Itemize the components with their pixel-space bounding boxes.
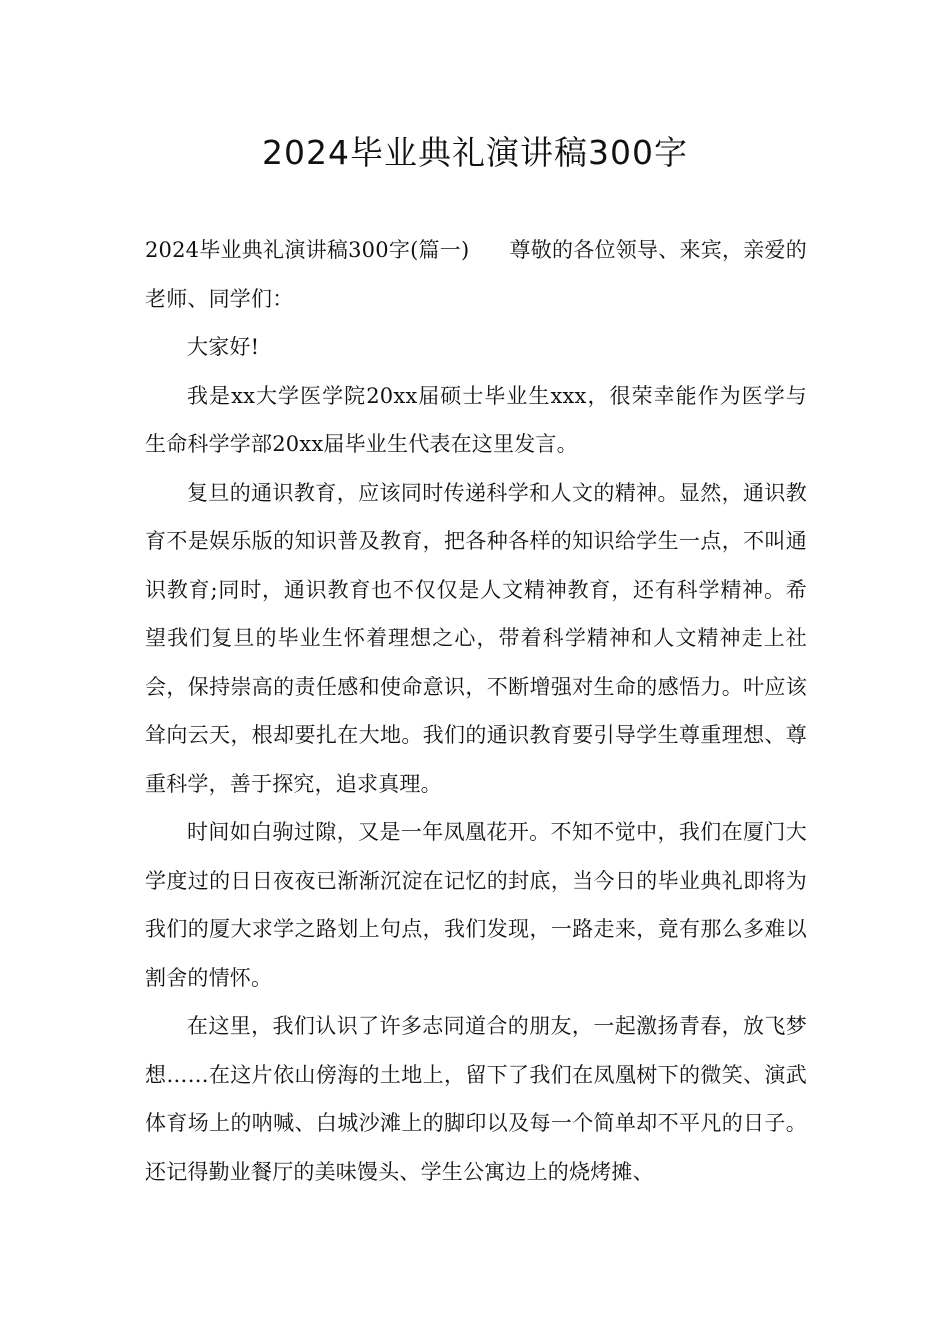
opening-paragraph [145, 226, 807, 323]
paragraph: 在这里，我们认识了许多志同道合的朋友，一起激扬青春，放飞梦想……在这片依山傍海的土地上，留下了我们在凤凰树下的微笑、演武体育场上的呐喊、白城沙滩上的脚印以及每一个简单却不平凡的日子。还记得勤业餐厅的美味馒头、学生公寓边上的烧烤摊、 [145, 1014, 807, 1184]
document-title: 2024毕业典礼演讲稿300字 [262, 133, 688, 172]
paragraph: 时间如白驹过隙，又是一年凤凰花开。不知不觉中，我们在厦门大学度过的日日夜夜已渐渐沉淀在记忆的封底，当今日的毕业典礼即将为我们的厦大求学之路划上句点，我们发现，一路走来，竟有那么多难以割舍的情怀。 [145, 820, 807, 990]
document-body [145, 226, 807, 1196]
paragraph: 我是xx大学医学院20xx届硕士毕业生xxx，很荣幸能作为医学与生命科学学部20xx届毕业生代表在这里发言。 [145, 383, 807, 456]
salutation: 尊敬的各位领导、来宾，亲爱的老师、同学们： [145, 238, 807, 311]
paragraph: 大家好! [187, 335, 260, 359]
paragraph: 复旦的通识教育，应该同时传递科学和人文的精神。显然，通识教育不是娱乐版的知识普及教育，把各种各样的知识给学生一点，不叫通识教育;同时，通识教育也不仅仅是人文精神教育，还有科学精神。希望我们复旦的毕业生怀着理想之心，带着科学精神和人文精神走上社会，保持崇高的责任感和使命意识，不断增强对生命的感悟力。叶应该耸向云天，根却要扎在大地。我们的通识教育要引导学生尊重理想、尊重科学，善于探究，追求真理。 [145, 480, 807, 796]
section-heading: 2024毕业典礼演讲稿300字(篇一) [145, 238, 470, 262]
